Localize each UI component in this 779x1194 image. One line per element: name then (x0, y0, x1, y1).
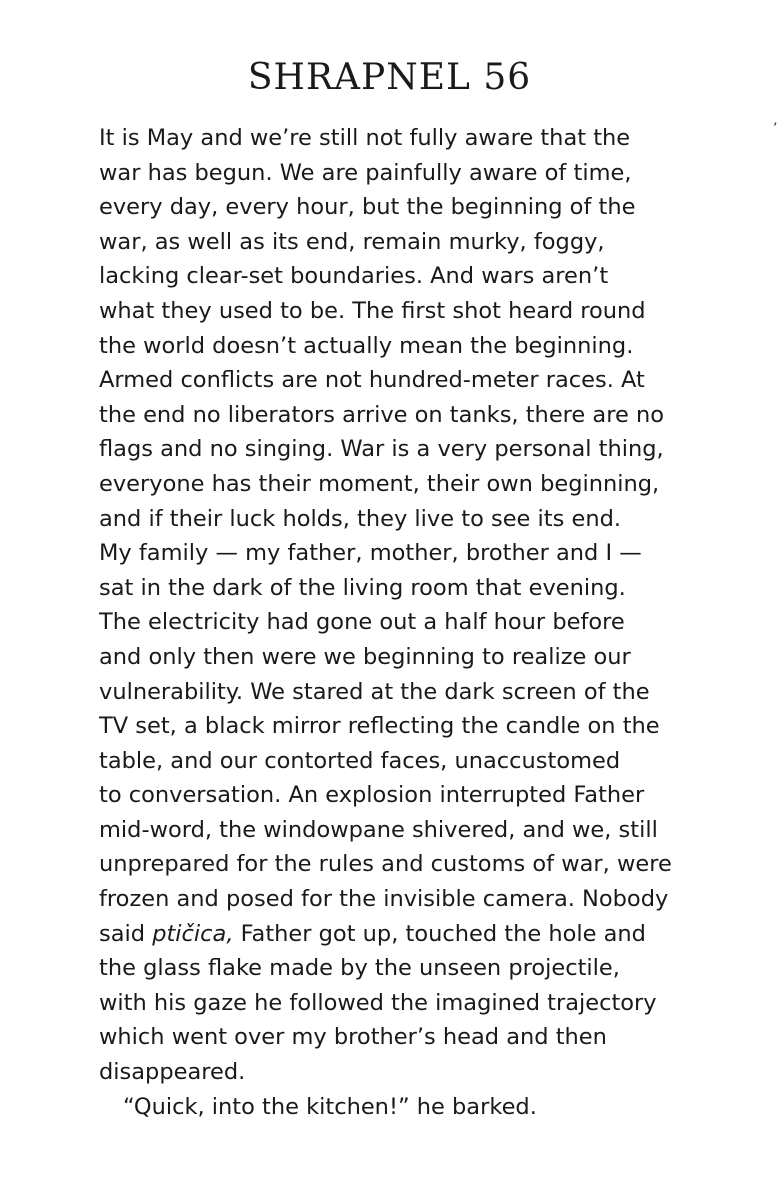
text-line: TV set, a black mirror reflecting the candle on the (99, 713, 660, 740)
text-line: The electricity had gone out a half hour before (99, 609, 625, 636)
text-line: unprepared for the rules and customs of war, were (99, 851, 672, 878)
text-line: which went over my brother’s head and then (99, 1024, 607, 1051)
text-line-with-italic (99, 917, 759, 952)
text-line: table, and our contorted faces, unaccustomed (99, 747, 621, 774)
text-line: to conversation. An explosion interrupted Father (99, 782, 645, 809)
text-line: flags and no singing. War is a very personal thing, (99, 436, 664, 463)
text-line: sat in the dark of the living room that evening. (99, 574, 626, 601)
text-line: everyone has their moment, their own beginning, (99, 470, 660, 497)
margin-mark: ’ (773, 121, 778, 137)
text-fragment: Father got up, touched the hole and (233, 920, 646, 947)
italic-word: ptičica, (152, 920, 234, 947)
text-line: lacking clear-set boundaries. And wars aren’t (99, 263, 609, 290)
text-line: mid-word, the windowpane shivered, and we, still (99, 816, 658, 843)
text-line: Armed conflicts are not hundred-meter races. At (99, 367, 645, 394)
text-line: war, as well as its end, remain murky, foggy, (99, 228, 605, 255)
text-fragment: said (99, 920, 153, 947)
text-line: the world doesn’t actually mean the beginning. (99, 332, 634, 359)
text-line: what they used to be. The first shot heard round (99, 297, 646, 324)
text-line: vulnerability. We stared at the dark screen of the (99, 678, 650, 705)
text-line: frozen and posed for the invisible camera. Nobody (99, 886, 669, 913)
text-line: and only then were we beginning to realize our (99, 643, 631, 670)
body-text (99, 121, 759, 1124)
text-line: war has begun. We are painfully aware of time, (99, 159, 632, 186)
chapter-title: SHRAPNEL 56 (247, 57, 532, 98)
text-line: My family — my father, mother, brother and I — (99, 540, 642, 567)
text-line: disappeared. (99, 1059, 246, 1086)
text-line: every day, every hour, but the beginning of the (99, 194, 636, 221)
dialogue-line: “Quick, into the kitchen!” he barked. (123, 1093, 537, 1120)
text-line: the end no liberators arrive on tanks, there are no (99, 401, 664, 428)
text-line: and if their luck holds, they live to see its end. (99, 505, 622, 532)
text-line: It is May and we’re still not fully aware that the (99, 125, 631, 151)
text-line: with his gaze he followed the imagined trajectory (99, 989, 657, 1016)
text-line: the glass flake made by the unseen projectile, (99, 955, 620, 982)
